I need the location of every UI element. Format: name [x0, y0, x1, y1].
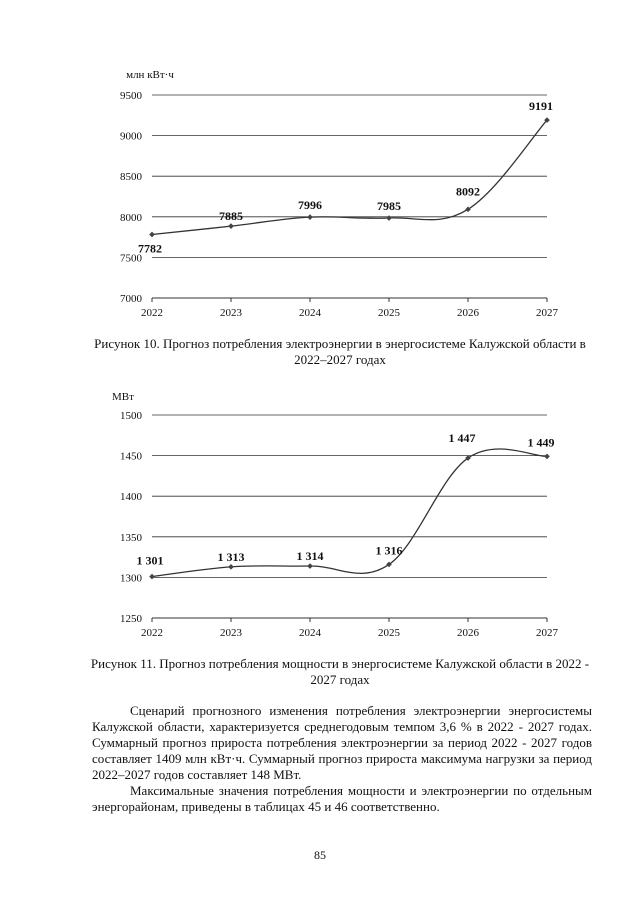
data-point [544, 454, 550, 460]
data-point [386, 215, 392, 221]
y-tick-label: 1500 [120, 410, 142, 422]
y-tick-label: 7000 [120, 293, 142, 305]
y-tick-label: 1250 [120, 613, 142, 625]
x-tick-label: 2027 [536, 627, 558, 639]
unit-label: МВт [112, 391, 134, 403]
data-label: 1 316 [375, 543, 403, 558]
data-point [228, 564, 234, 570]
x-tick-label: 2022 [141, 307, 163, 319]
data-label: 9191 [529, 99, 553, 114]
body-paragraph-2 [92, 783, 592, 815]
data-label: 1 301 [136, 553, 164, 568]
electricity-consumption-chart [0, 62, 640, 324]
data-label: 8092 [456, 184, 480, 199]
data-label: 7885 [219, 209, 243, 224]
y-tick-label: 8500 [120, 171, 142, 184]
data-label: 1 447 [448, 431, 476, 446]
x-tick-label: 2025 [378, 627, 400, 639]
data-label: 1 314 [296, 549, 324, 564]
x-tick-label: 2027 [536, 307, 558, 319]
data-point [228, 223, 234, 229]
data-label: 7782 [138, 241, 162, 256]
y-tick-label: 9500 [120, 90, 142, 102]
data-label: 1 449 [527, 435, 555, 450]
y-tick-label: 1300 [120, 572, 142, 585]
body-paragraph-1 [92, 703, 592, 783]
x-tick-label: 2022 [141, 627, 163, 639]
unit-label: млн кВт·ч [126, 69, 174, 81]
figure-11-caption: Рисунок 11. Прогноз потребления мощности в энергосистеме Калужской области в 2022 - 2027 годах [90, 656, 590, 687]
data-label: 7996 [298, 198, 322, 213]
page-number: 85 [314, 848, 326, 862]
data-point [149, 574, 155, 580]
y-tick-label: 1450 [120, 450, 142, 463]
x-tick-label: 2024 [299, 307, 321, 319]
series-line [152, 449, 547, 577]
x-tick-label: 2026 [457, 307, 479, 319]
y-tick-label: 1350 [120, 531, 142, 544]
y-tick-label: 8000 [120, 211, 142, 224]
x-tick-label: 2025 [378, 307, 400, 319]
power-consumption-chart [0, 382, 640, 644]
paragraph-text: Сценарий прогнозного изменения потребления электроэнергии энергосистемы Калужской области, характеризуется среднегодовым темпом 3,6 % в 2022 - 2027 годах. Суммарный прогноз прироста потребления электроэнергии за период 2022 - 2027 годов составляет 1409 млн кВт·ч. Суммарный прогноз прироста максимума нагрузки за период 2022–2027 годов составляет 148 МВт. [92, 703, 592, 782]
data-point [307, 563, 313, 569]
x-tick-label: 2023 [220, 307, 242, 319]
data-label: 1 313 [217, 549, 245, 564]
series-line [152, 120, 547, 234]
data-label: 7985 [377, 199, 401, 214]
data-point [307, 214, 313, 220]
x-tick-label: 2026 [457, 627, 479, 639]
x-tick-label: 2023 [220, 627, 242, 639]
y-tick-label: 1400 [120, 491, 142, 504]
paragraph-text: Максимальные значения потребления мощности и электроэнергии по отдельным энергорайонам, приведены в таблицах 45 и 46 соответственно. [92, 783, 592, 814]
data-point [149, 232, 155, 238]
figure-10-caption: Рисунок 10. Прогноз потребления электроэнергии в энергосистеме Калужской области в 2022–2027 годах [94, 336, 586, 367]
x-tick-label: 2024 [299, 627, 321, 639]
y-tick-label: 7500 [120, 252, 142, 265]
y-tick-label: 9000 [120, 130, 142, 143]
